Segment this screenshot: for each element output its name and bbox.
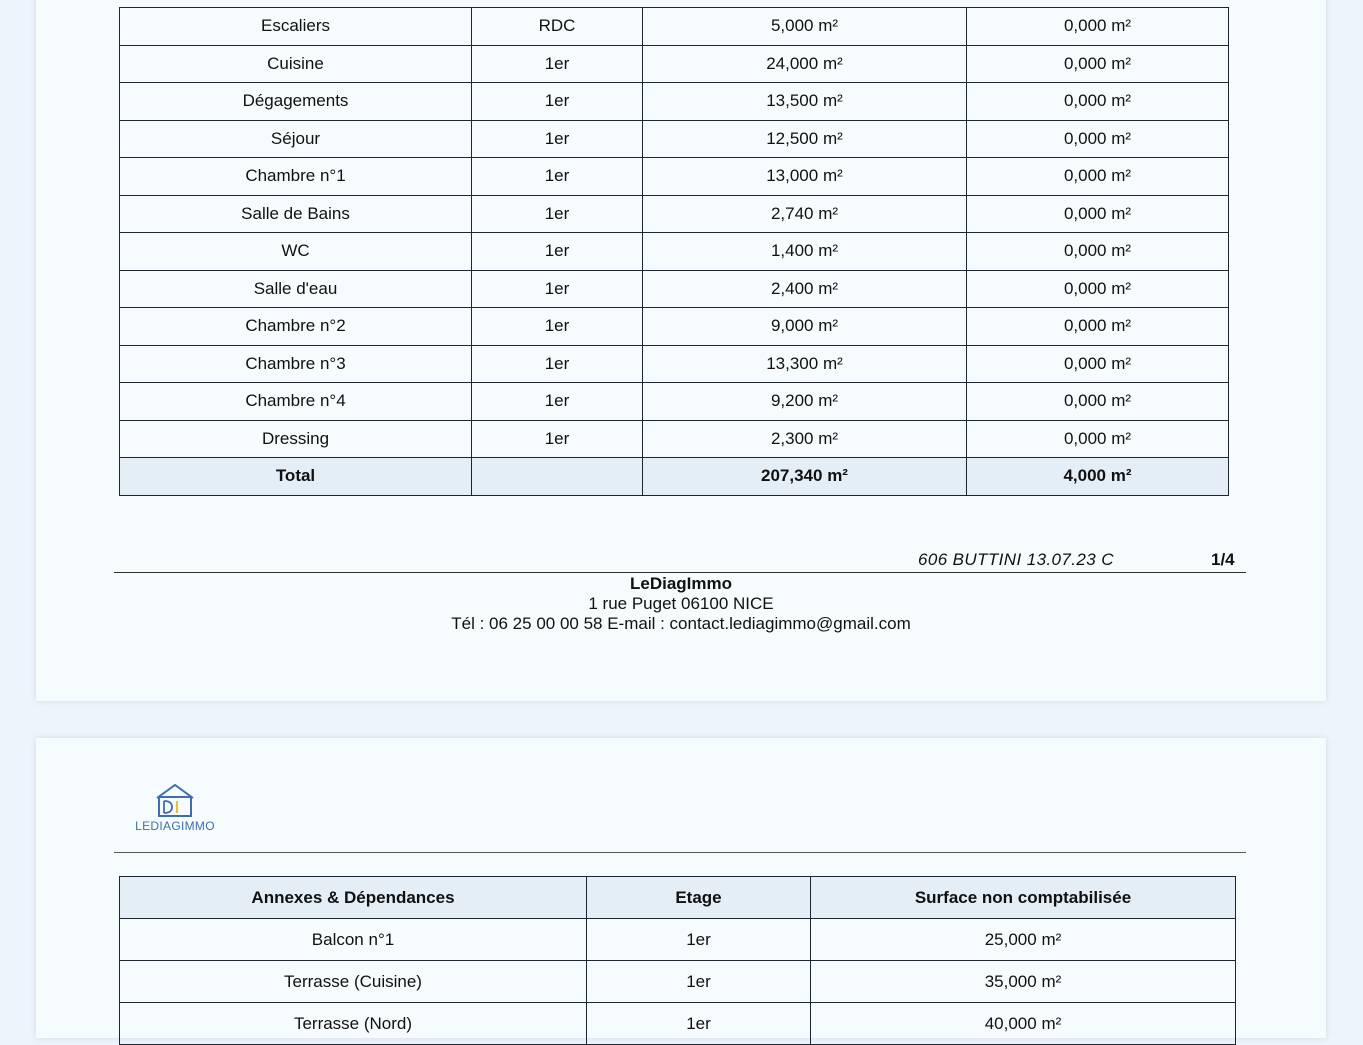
room-surface: 2,740 m² [643,195,967,233]
report-page-1 [36,0,1326,701]
room-name: Dressing [120,420,472,458]
room-name: Chambre n°2 [120,308,472,346]
annex-surface: 25,000 m² [811,919,1236,961]
header-surface: Surface non comptabilisée [811,877,1236,919]
room-surface: 9,200 m² [643,383,967,421]
room-other-surface: 0,000 m² [967,120,1229,158]
annex-name: Terrasse (Cuisine) [120,961,587,1003]
house-logo-icon [130,784,220,820]
room-name: Cuisine [120,45,472,83]
table-row [120,308,1229,346]
table-row [120,345,1229,383]
table-row [120,45,1229,83]
room-name: WC [120,233,472,271]
header-divider [114,852,1246,853]
room-floor: 1er [472,345,643,383]
table-row [120,83,1229,121]
table-row [120,233,1229,271]
annex-floor: 1er [587,1003,811,1045]
room-name: Chambre n°1 [120,158,472,196]
table-row [120,961,1236,1003]
room-other-surface: 0,000 m² [967,8,1229,46]
room-surface: 24,000 m² [643,45,967,83]
rooms-surface-table [119,7,1229,496]
total-floor [472,458,643,496]
room-floor: 1er [472,420,643,458]
room-other-surface: 0,000 m² [967,45,1229,83]
room-surface: 2,400 m² [643,270,967,308]
room-name: Escaliers [120,8,472,46]
total-row [120,458,1229,496]
header-annexes: Annexes & Dépendances [120,877,587,919]
table-row [120,1003,1236,1045]
room-name: Séjour [120,120,472,158]
room-floor: 1er [472,383,643,421]
footer-divider [114,572,1246,573]
room-other-surface: 0,000 m² [967,270,1229,308]
room-surface: 13,300 m² [643,345,967,383]
table-row [120,270,1229,308]
room-other-surface: 0,000 m² [967,233,1229,271]
table-row [120,919,1236,961]
room-surface: 2,300 m² [643,420,967,458]
annex-floor: 1er [587,919,811,961]
company-logo [130,784,220,836]
room-name: Dégagements [120,83,472,121]
total-label: Total [120,458,472,496]
annex-surface: 35,000 m² [811,961,1236,1003]
company-name: LeDiagImmo [629,574,733,593]
table-row [120,420,1229,458]
room-surface: 13,500 m² [643,83,967,121]
room-floor: RDC [472,8,643,46]
room-other-surface: 0,000 m² [967,420,1229,458]
room-name: Salle de Bains [120,195,472,233]
company-contact: Tél : 06 25 00 00 58 E-mail : contact.lediagimmo@gmail.com [451,614,911,633]
room-floor: 1er [472,233,643,271]
room-surface: 12,500 m² [643,120,967,158]
document-reference: 606 BUTTINI 13.07.23 C [918,550,1114,569]
room-floor: 1er [472,158,643,196]
room-other-surface: 0,000 m² [967,308,1229,346]
total-other-surface: 4,000 m² [967,458,1229,496]
room-floor: 1er [472,83,643,121]
room-other-surface: 0,000 m² [967,383,1229,421]
room-other-surface: 0,000 m² [967,345,1229,383]
table-row [120,383,1229,421]
table-row [120,120,1229,158]
annexes-header-row [120,877,1236,919]
room-other-surface: 0,000 m² [967,195,1229,233]
room-floor: 1er [472,120,643,158]
room-surface: 5,000 m² [643,8,967,46]
annex-floor: 1er [587,961,811,1003]
annex-name: Balcon n°1 [120,919,587,961]
room-floor: 1er [472,308,643,346]
logo-text: LEDIAGIMMO [135,819,215,833]
room-other-surface: 0,000 m² [967,158,1229,196]
table-row [120,195,1229,233]
room-name: Chambre n°4 [120,383,472,421]
annex-name: Terrasse (Nord) [120,1003,587,1045]
total-surface: 207,340 m² [643,458,967,496]
report-page-2 [36,738,1326,1038]
room-floor: 1er [472,270,643,308]
table-row [120,8,1229,46]
annexes-table [119,876,1236,1045]
room-name: Salle d'eau [120,270,472,308]
annex-surface: 40,000 m² [811,1003,1236,1045]
table-row [120,158,1229,196]
room-surface: 1,400 m² [643,233,967,271]
room-floor: 1er [472,195,643,233]
room-surface: 9,000 m² [643,308,967,346]
room-floor: 1er [472,45,643,83]
room-other-surface: 0,000 m² [967,83,1229,121]
room-name: Chambre n°3 [120,345,472,383]
page-number: 1/4 [1211,550,1235,569]
header-etage: Etage [587,877,811,919]
company-address: 1 rue Puget 06100 NICE [588,594,774,613]
room-surface: 13,000 m² [643,158,967,196]
